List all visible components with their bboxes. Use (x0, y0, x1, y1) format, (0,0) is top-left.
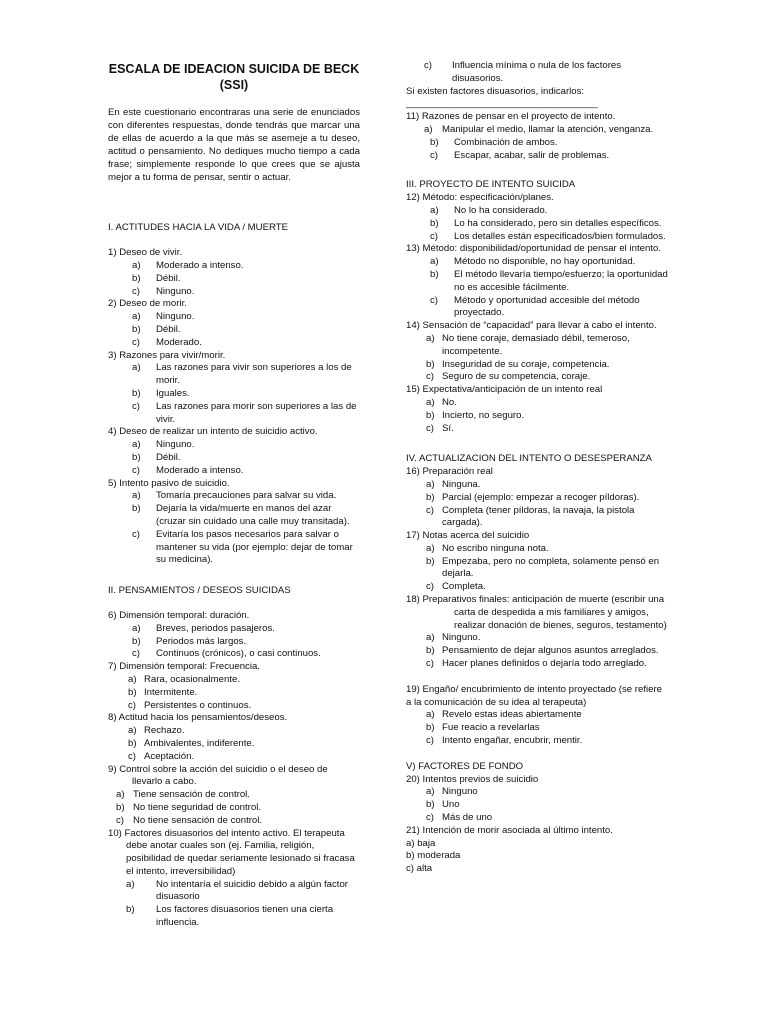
question-12: 12) Método: especificación/planes. (406, 192, 554, 204)
title-line: ESCALA DE IDEACION SUICIDA DE BECK (108, 62, 360, 76)
section-3-heading: III. PROYECTO DE INTENTO SUICIDA (406, 179, 576, 191)
left-column (108, 0, 360, 930)
option-6c[interactable]: c) Continuos (crónicos), o casi continuos. (132, 648, 321, 660)
question-2: 2) Deseo de morir. (108, 298, 187, 310)
option-4b[interactable]: b) Débil. (132, 451, 181, 463)
question-6: 6) Dimensión temporal: duración. (108, 609, 250, 621)
question-13: 13) Método: disponibilidad/oportunidad de pensar el intento. (406, 243, 661, 255)
option-13c[interactable]: c) Método y oportunidad accesible del método proyectado. (430, 294, 640, 319)
option-7b[interactable]: b) Intermitente. (128, 686, 198, 698)
option-20c[interactable]: c) Más de uno (426, 812, 493, 824)
option-3b[interactable]: b) Iguales. (132, 388, 190, 399)
option-9c[interactable]: c) No tiene sensación de control. (116, 814, 263, 826)
option-12b[interactable]: b) Lo ha considerado, pero sin detalles específicos. (430, 217, 662, 229)
question-18: 18) Preparativos finales: anticipación de muerte (escribir una carta de despedida a mis familiares y amigos, realizar donación de bienes, seguros, testamento) (406, 594, 667, 631)
option-14a[interactable]: a) No tiene coraje, demasiado débil, temeroso, incompetente. (426, 332, 630, 357)
section-4-heading: IV. ACTUALIZACION DEL INTENTO O DESESPERANZA (406, 453, 652, 465)
option-3c[interactable]: c) Las razones para morir son superiores a las de vivir. (132, 400, 357, 425)
question-5: 5) Intento pasivo de suicidio. (108, 477, 230, 489)
option-16a[interactable]: a) Ninguna. (426, 478, 481, 490)
option-12c[interactable]: c) Los detalles están especificados/bien formulados. (430, 230, 666, 242)
option-4c[interactable]: c) Moderado a intenso. (132, 464, 244, 476)
option-15c[interactable]: c) Sí. (426, 422, 454, 434)
option-15a[interactable]: a) No. (426, 396, 457, 408)
section-1-heading: I. ACTITUDES HACIA LA VIDA / MUERTE (108, 222, 289, 234)
question-9: 9) Control sobre la acción del suicidio o el deseo de llevarlo a cabo. (108, 763, 328, 788)
option-17a[interactable]: a) No escribo ninguna nota. (426, 542, 549, 554)
option-2a[interactable]: a) Ninguno. (132, 311, 195, 323)
option-19a[interactable]: a) Revelo estas ideas abiertamente (426, 709, 582, 721)
option-7a[interactable]: a) Rara, ocasionalmente. (128, 673, 240, 685)
option-6a[interactable]: a) Breves, periodos pasajeros. (132, 622, 275, 634)
option-10c[interactable]: c) Influencia mínima o nula de los factores disuasorios. (424, 60, 622, 84)
option-10b[interactable]: b) Los factores disuasorios tienen una cierta influencia. (126, 904, 334, 929)
option-9a[interactable]: a) Tiene sensación de control. (116, 789, 250, 801)
option-1a[interactable]: a) Moderado a intenso. (132, 260, 244, 272)
option-19b[interactable]: b) Fue reacio a revelarlas (426, 722, 540, 734)
option-19c[interactable]: c) Intento engañar, encubrir, mentir. (426, 735, 583, 747)
document-title (108, 61, 360, 93)
option-13a[interactable]: a) Método no disponible, no hay oportunidad. (430, 256, 636, 268)
question-14: 14) Sensación de “capacidad” para llevar a cabo el intento. (406, 320, 657, 332)
option-14c[interactable]: c) Seguro de su competencia, coraje. (426, 371, 591, 383)
option-5b[interactable]: b) Dejaría la vida/muerte en manos del azar (cruzar sin cuidado una calle muy transitada). (132, 503, 350, 527)
subtitle-line: (SSI) (219, 78, 249, 92)
option-18b[interactable]: b) Pensamiento de dejar algunos asuntos arreglados. (426, 645, 659, 657)
question-15: 15) Expectativa/anticipación de un intento real (406, 384, 603, 396)
option-16c[interactable]: c) Completa (tener píldoras, la navaja, la pistola cargada). (426, 504, 635, 529)
option-6b[interactable]: b) Periodos más largos. (132, 635, 247, 647)
intro-paragraph: En este cuestionario encontraras una serie de enunciados con diferentes respuestas, donde tendrás que marcar una de ellas de acuerdo a la que más se asemeje a tu deseo, actitud o pensamiento. No dediques mucho tiempo a cada frase; simplemente responde lo que crees que se ajusta mejor a tu forma de pensar, sentir o actuar. (108, 107, 360, 183)
option-17c[interactable]: c) Completa. (426, 581, 486, 593)
option-7c[interactable]: c) Persistentes o continuos. (128, 699, 252, 711)
option-8b[interactable]: b) Ambivalentes, indiferente. (128, 737, 255, 749)
question-20: 20) Intentos previos de suicidio (406, 773, 539, 785)
question-16: 16) Preparación real (406, 466, 493, 478)
section-5-heading: V) FACTORES DE FONDO (406, 760, 524, 772)
deterrents-prompt: Si existen factores disuasorios, indicarlos: (406, 85, 585, 97)
option-11b[interactable]: b) Combinación de ambos. (430, 136, 558, 148)
option-8c[interactable]: c) Aceptación. (128, 750, 195, 762)
question-4: 4) Deseo de realizar un intento de suicidio activo. (108, 426, 318, 438)
section-2-heading: II. PENSAMIENTOS / DESEOS SUICIDAS (108, 585, 291, 597)
option-4a[interactable]: a) Ninguno. (132, 439, 195, 451)
option-21b[interactable]: b) moderada (406, 850, 461, 862)
option-5c[interactable]: c) Evitaría los pasos necesarios para salvar o mantener su vida (por ejemplo: dejar de tomar su medicina). (132, 528, 353, 566)
option-11a[interactable]: a) Manipular el medio, llamar la atención, venganza. (424, 123, 654, 135)
right-column (406, 0, 668, 876)
option-18c[interactable]: c) Hacer planes definidos o dejaría todo arreglado. (426, 658, 647, 670)
question-11: 11) Razones de pensar en el proyecto de intento. (406, 111, 616, 123)
option-1b[interactable]: b) Débil. (132, 272, 181, 284)
question-8: 8) Actitud hacia los pensamientos/deseos. (108, 712, 288, 724)
question-17: 17) Notas acerca del suicidio (406, 530, 530, 542)
option-2b[interactable]: b) Débil. (132, 324, 181, 336)
option-14b[interactable]: b) Inseguridad de su coraje, competencia. (426, 358, 610, 370)
option-20a[interactable]: a) Ninguno (426, 786, 478, 798)
option-21c[interactable]: c) alta (406, 863, 433, 875)
option-9b[interactable]: b) No tiene seguridad de control. (116, 801, 261, 813)
option-20b[interactable]: b) Uno (426, 799, 460, 811)
question-1: 1) Deseo de vivir. (108, 247, 183, 259)
option-17b[interactable]: b) Empezaba, pero no completa, solamente pensó en dejarla. (426, 555, 660, 580)
option-15b[interactable]: b) Incierto, no seguro. (426, 409, 525, 421)
option-21a[interactable]: a) baja (406, 837, 436, 849)
option-18a[interactable]: a) Ninguno. (426, 632, 481, 644)
option-2c[interactable]: c) Moderado. (132, 336, 202, 348)
deterrents-answer-line[interactable]: ____________________________________________ (406, 98, 597, 110)
option-5a[interactable]: a) Tomaría precauciones para salvar su vida. (132, 490, 337, 502)
question-21: 21) Intención de morir asociada al último intento. (406, 824, 613, 836)
option-16b[interactable]: b) Parcial (ejemplo: empezar a recoger píldoras). (426, 491, 640, 503)
option-13b[interactable]: b) El método llevaría tiempo/esfuerzo; la oportunidad no es accesible fácilmente. (430, 268, 668, 293)
option-8a[interactable]: a) Rechazo. (128, 725, 185, 737)
question-7: 7) Dimensión temporal: Frecuencia. (108, 661, 260, 673)
option-1c[interactable]: c) Ninguno. (132, 285, 195, 297)
option-11c[interactable]: c) Escapar, acabar, salir de problemas. (430, 149, 610, 161)
option-10a[interactable]: a) No intentaría el suicidio debido a algún factor disuasorio (126, 878, 348, 903)
question-10: 10) Factores disuasorios del intento activo. El terapeuta debe anotar cuales son (ej. Familia, religión, posibilidad de quedar seriamente lesionado si fracasa el intento, irreversibilidad) (108, 827, 355, 877)
question-3: 3) Razones para vivir/morir. (108, 349, 226, 361)
option-3a[interactable]: a) Las razones para vivir son superiores a los de morir. (132, 362, 352, 387)
question-19: 19) Engaño/ encubrimiento de intento proyectado (se refiere a la comunicación de su idea al terapeuta) (406, 683, 662, 708)
option-12a[interactable]: a) No lo ha considerado. (430, 204, 548, 216)
